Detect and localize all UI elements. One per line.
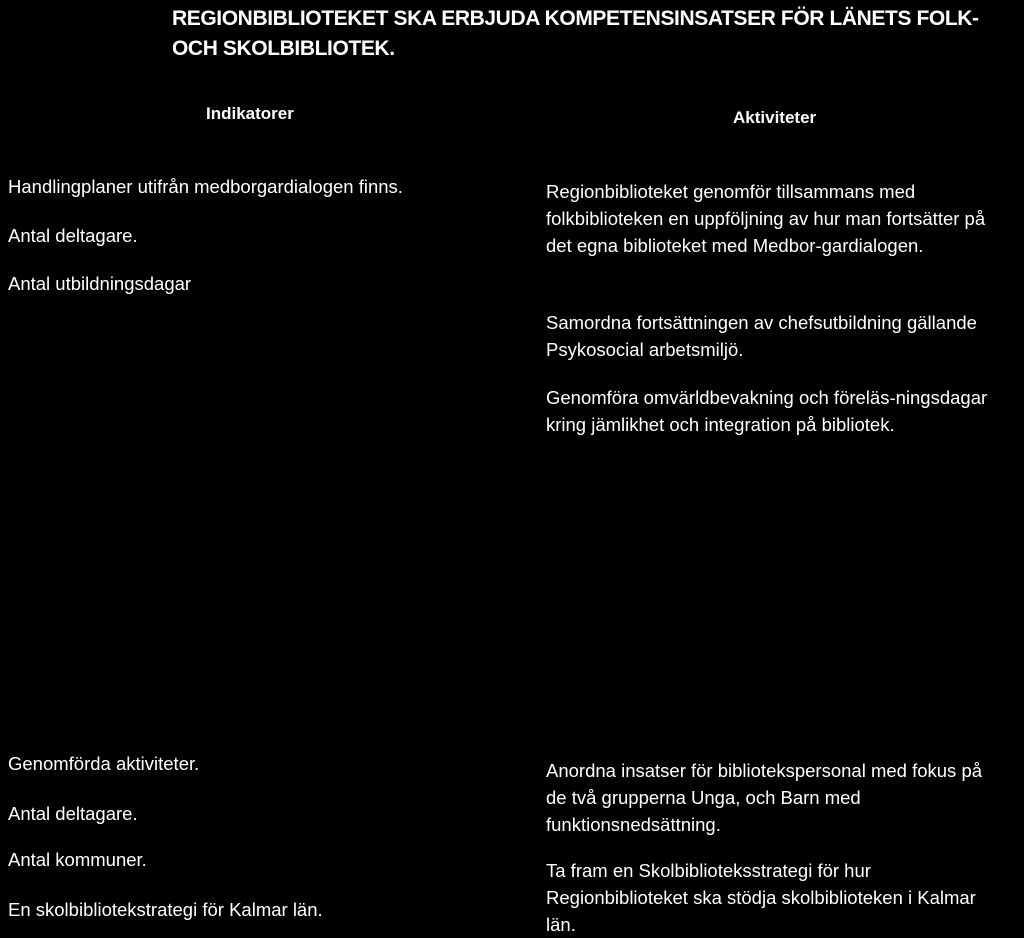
section2-indicator-1: [8, 750, 518, 777]
indicator-item: Genomförda aktiviteter.: [8, 753, 200, 774]
section1-indicator-2: [8, 222, 518, 249]
indicator-item: Antal kommuner.: [8, 849, 147, 870]
section2-indicator-4: [8, 896, 518, 923]
section2-indicator-2: [8, 800, 518, 827]
indicators-header: Indikatorer: [206, 104, 294, 123]
section1-indicators: [8, 173, 518, 200]
section2-activity-1: [546, 757, 1006, 838]
activity-item: Anordna insatser för bibliotekspersonal med fokus på de två grupperna Unga, och Barn med funktionsnedsättning.: [546, 760, 983, 835]
section2-activity-2: [546, 857, 1006, 938]
activity-item: Genomföra omvärldbevakning och föreläs-ningsdagar kring jämlikhet och integration på bibliotek.: [546, 387, 988, 435]
section1-indicator-3: [8, 270, 518, 297]
activity-item: Ta fram en Skolbiblioteksstrategi för hur Regionbiblioteket ska stödja skolbiblioteken i Kalmar län.: [546, 860, 976, 935]
indicator-item: En skolbibliotekstrategi för Kalmar län.: [8, 899, 323, 920]
activity-item: Samordna fortsättningen av chefsutbildning gällande Psykosocial arbetsmiljö.: [546, 312, 977, 360]
section1-activity-1: [546, 178, 1006, 259]
indicator-item: Antal utbildningsdagar: [8, 273, 192, 294]
page-heading: REGIONBIBLIOTEKET SKA ERBJUDA KOMPETENSINSATSER FÖR LÄNETS FOLK- OCH SKOLBIBLIOTEK.: [172, 7, 979, 60]
activity-item: Regionbiblioteket genomför tillsammans med folkbiblioteken en uppföljning av hur man fortsätter på det egna biblioteket med Medbor-gardialogen.: [546, 181, 986, 256]
section1-activity-2: [546, 309, 1006, 363]
section2-indicator-3: [8, 846, 518, 873]
indicator-item: Antal deltagare.: [8, 225, 138, 246]
section1-activity-3: [546, 384, 1006, 438]
indicator-item: Handlingplaner utifrån medborgardialogen finns.: [8, 176, 403, 197]
activities-header: Aktiviteter: [733, 108, 817, 127]
indicator-item: Antal deltagare.: [8, 803, 138, 824]
